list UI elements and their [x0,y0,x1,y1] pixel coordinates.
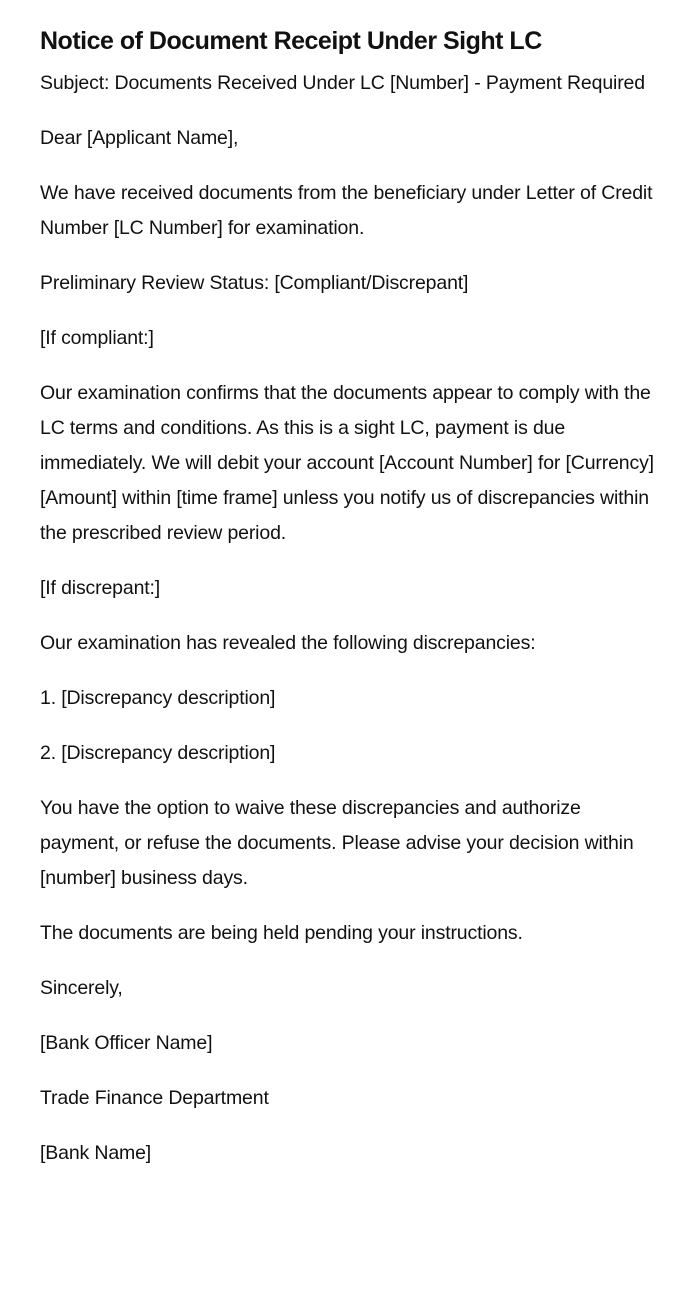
discrepancy-item: 2. [Discrepancy description] [40,742,276,764]
closing: Sincerely, [40,977,123,999]
discrepant-heading: [If discrepant:] [40,577,161,599]
subject-line: Subject: Documents Received Under LC [Number] - Payment Required [40,72,645,94]
options-paragraph: You have the option to waive these discrepancies and authorize payment, or refuse the documents. Please advise your decision within [number] business days. [40,797,634,889]
discrepancy-item: 1. [Discrepancy description] [40,687,276,709]
salutation: Dear [Applicant Name], [40,127,239,149]
holding-paragraph: The documents are being held pending your instructions. [40,922,523,944]
intro-paragraph: We have received documents from the beneficiary under Letter of Credit Number [LC Number] for examination. [40,182,653,239]
signature-department: Trade Finance Department [40,1087,269,1109]
signature-bank: [Bank Name] [40,1142,152,1164]
document-title: Notice of Document Receipt Under Sight LC [40,27,542,55]
review-status: Preliminary Review Status: [Compliant/Discrepant] [40,272,469,294]
compliant-body: Our examination confirms that the documents appear to comply with the LC terms and conditions. As this is a sight LC, payment is due immediately. We will debit your account [Account Number] for [Currency] [Amount] within [time frame] unless you notify us of discrepancies within the prescribed review period. [40,382,654,544]
discrepant-intro: Our examination has revealed the following discrepancies: [40,632,536,654]
signature-officer: [Bank Officer Name] [40,1032,213,1054]
compliant-heading: [If compliant:] [40,327,154,349]
